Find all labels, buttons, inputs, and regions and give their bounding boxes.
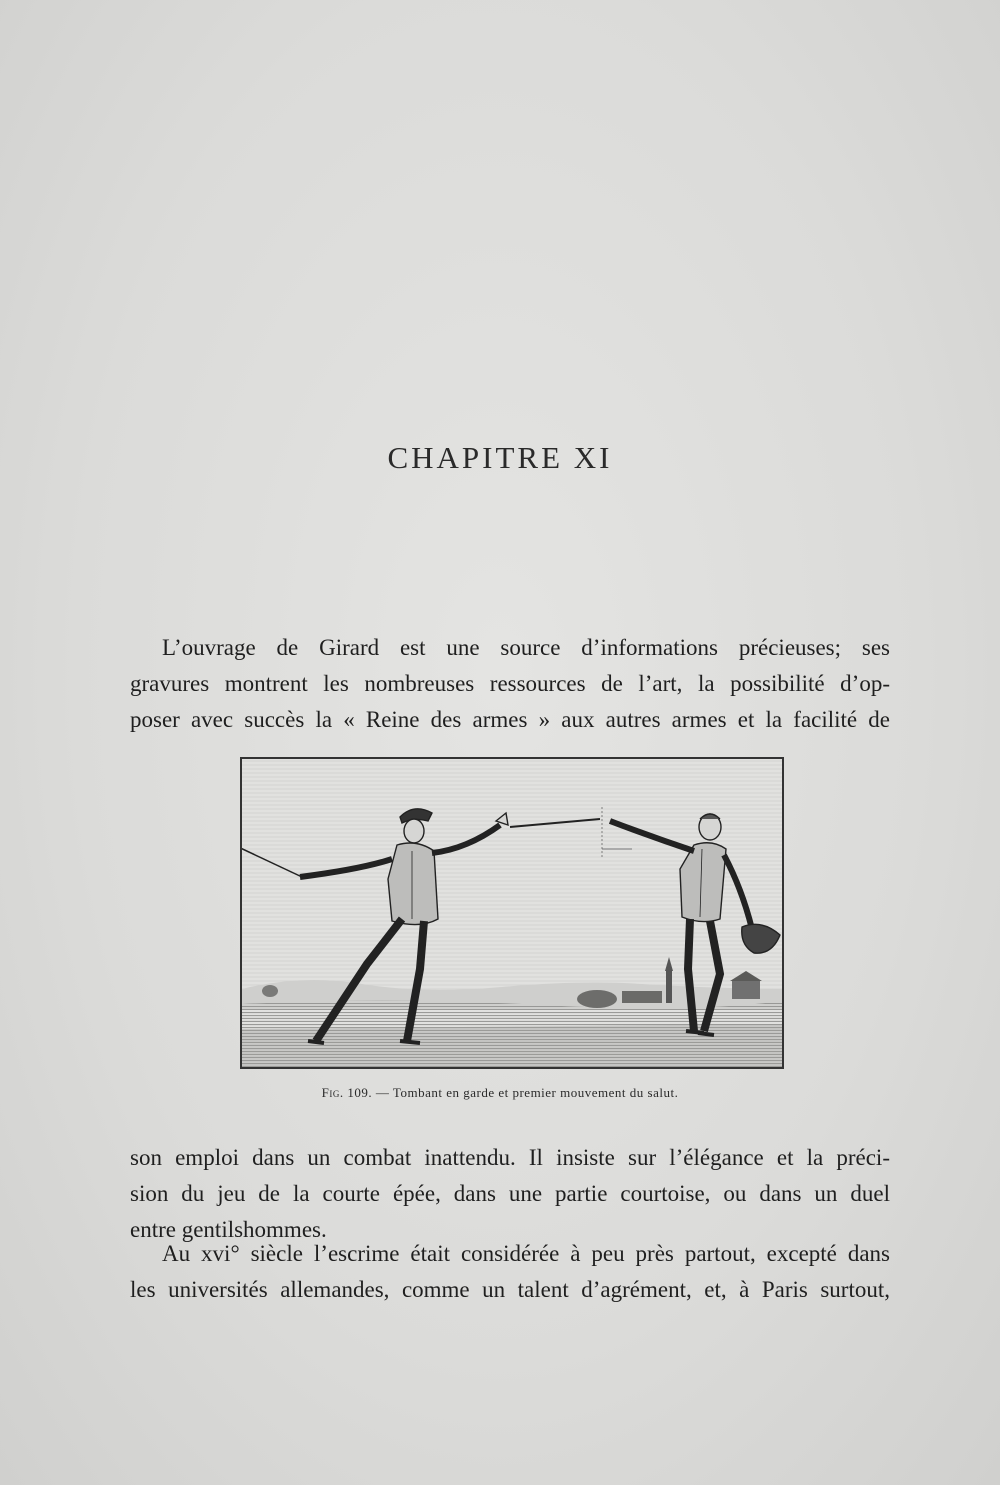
text-line: L’ouvrage de Girard est une source d’informations précieuses; ses bbox=[162, 635, 890, 660]
figure-label: Fig. 109. bbox=[321, 1085, 373, 1100]
paragraph-sixteenth-century bbox=[130, 1236, 890, 1308]
text-line: gravures montrent les nombreuses ressources de l’art, la possibilité d’op- bbox=[130, 671, 890, 696]
text-line: Au xvi° siècle l’escrime était considérée à peu près partout, excepté dans bbox=[162, 1241, 890, 1266]
chapter-title: CHAPITRE XI bbox=[387, 440, 613, 475]
figure-caption bbox=[0, 1085, 1000, 1101]
text-line: poser avec succès la « Reine des armes » aux autres armes et la facilité de bbox=[130, 707, 890, 732]
text-line: les universités allemandes, comme un talent d’agrément, et, à Paris surtout, bbox=[130, 1277, 890, 1302]
text-line: son emploi dans un combat inattendu. Il insiste sur l’élégance et la préci- bbox=[130, 1145, 890, 1170]
text-line: entre gentilshommes. bbox=[130, 1217, 327, 1242]
paragraph-intro bbox=[130, 630, 890, 738]
paragraph-continuation bbox=[130, 1140, 890, 1248]
figure-caption-text: — Tombant en garde et premier mouvement du salut. bbox=[372, 1085, 679, 1100]
text-line: sion du jeu de la courte épée, dans une partie courtoise, ou dans un duel bbox=[130, 1181, 890, 1206]
fencing-engraving bbox=[240, 757, 784, 1069]
